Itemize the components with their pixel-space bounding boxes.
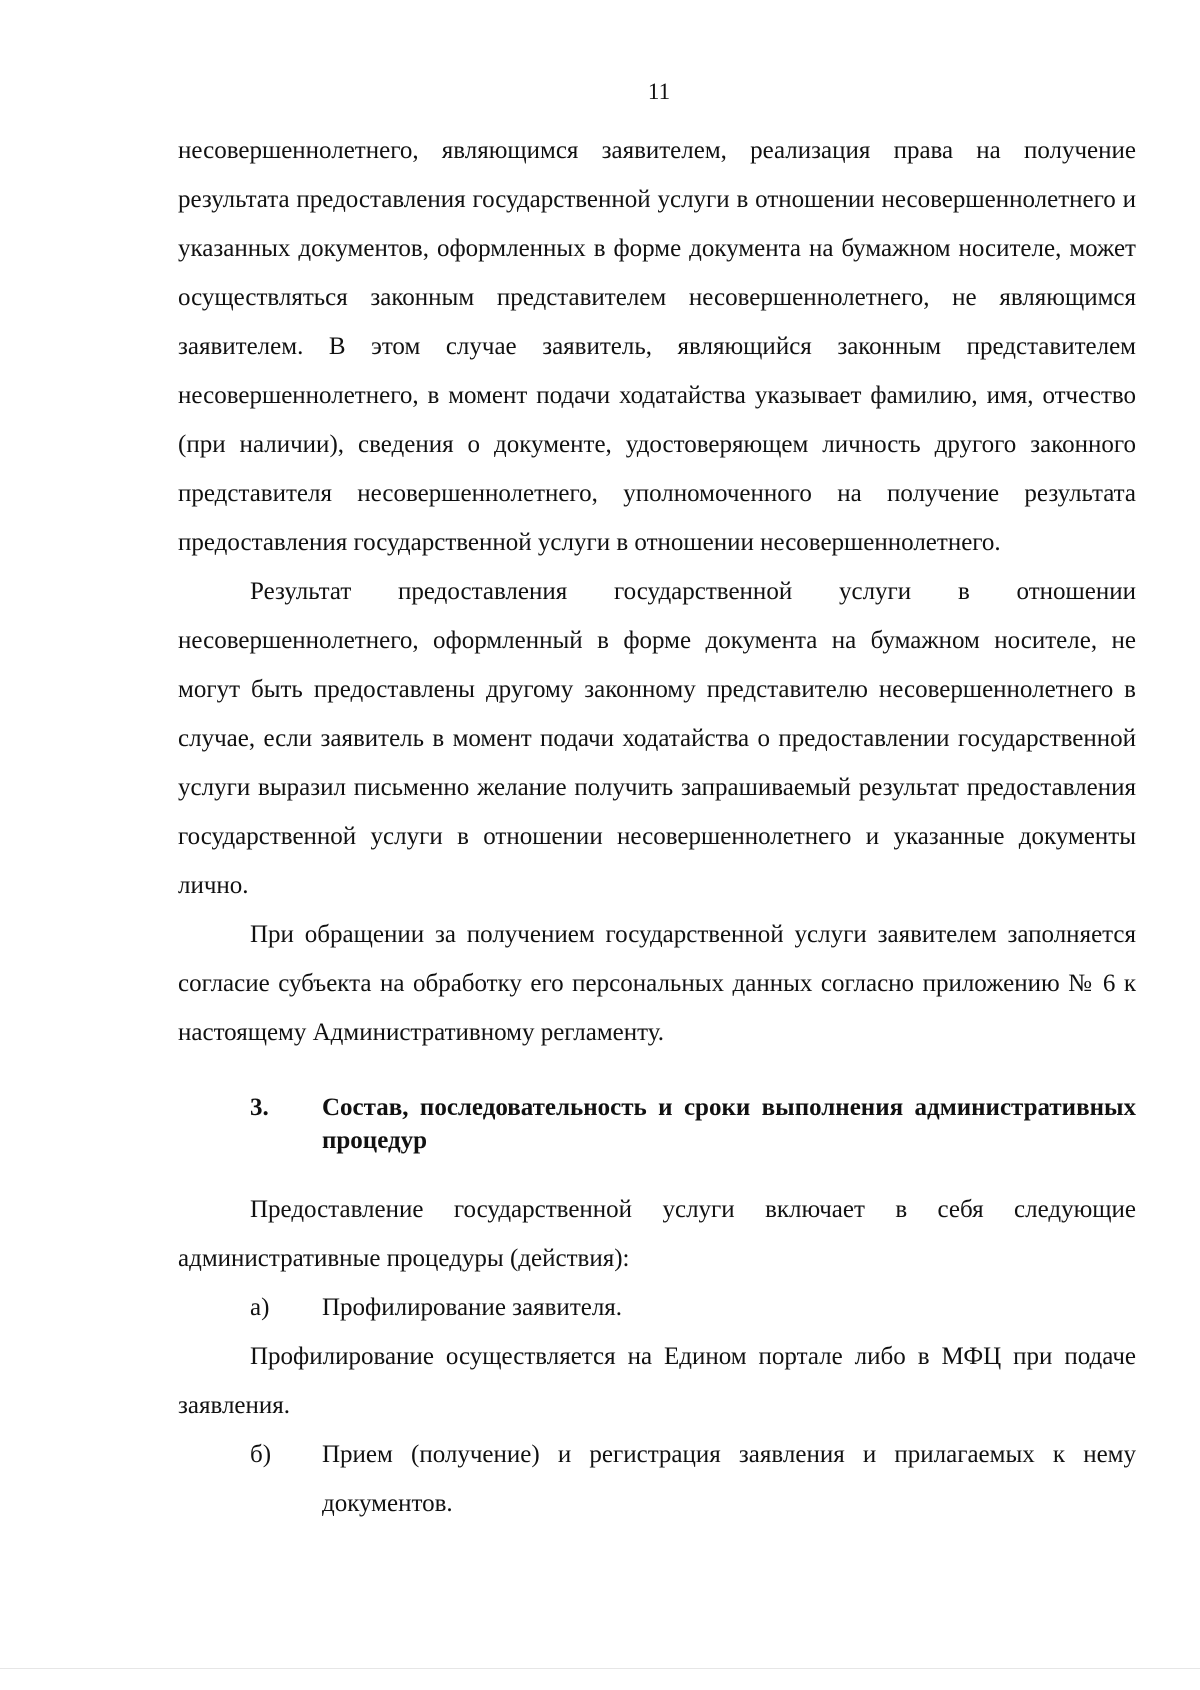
- paragraph-profiling: Профилирование осуществляется на Едином портале либо в МФЦ при подаче заявления.: [178, 1343, 1136, 1419]
- scan-edge-line: [0, 1668, 1200, 1669]
- page-number: 11: [647, 79, 671, 104]
- document-body: [178, 126, 1136, 1528]
- list-item-a: [178, 1283, 1136, 1332]
- section-heading: [178, 1091, 1136, 1157]
- section-number: 3.: [250, 1094, 269, 1121]
- list-text-b: Прием (получение) и регистрация заявления и прилагаемых к нему документов.: [322, 1441, 1136, 1517]
- list-item-b: [178, 1430, 1136, 1528]
- list-marker-b: б): [250, 1441, 272, 1468]
- list-text-a: Профилирование заявителя.: [322, 1294, 623, 1321]
- paragraph-result-minor: Результат предоставления государственной услуги в отношении несовершеннолетнего, оформленный в форме документа на бумажном носителе, не могут быть предоставлены другому законному представителю несовершеннолетнего в случае, если заявитель в момент подачи ходатайства о предоставлении государственной услуги выразил письменно желание получить запрашиваемый результат предоставления государственной услуги в отношении несовершеннолетнего и указанные документы лично.: [178, 578, 1136, 899]
- paragraph-consent: При обращении за получением государственной услуги заявителем заполняется согласие субъекта на обработку его персональных данных согласно приложению № 6 к настоящему Административному регламенту.: [178, 921, 1136, 1046]
- section-title: Состав, последовательность и сроки выполнения административных процедур: [322, 1094, 1136, 1154]
- list-marker-a: а): [250, 1294, 270, 1321]
- paragraph-procedures-intro: Предоставление государственной услуги включает в себя следующие административные процедуры (действия):: [178, 1196, 1136, 1272]
- paragraph-continuation: несовершеннолетнего, являющимся заявителем, реализация права на получение результата предоставления государственной услуги в отношении несовершеннолетнего и указанных документов, оформленных в форме документа на бумажном носителе, может осуществляться законным представителем несовершеннолетнего, не являющимся заявителем. В этом случае заявитель, являющийся законным представителем несовершеннолетнего, в момент подачи ходатайства указывает фамилию, имя, отчество (при наличии), сведения о документе, удостоверяющем личность другого законного представителя несовершеннолетнего, уполномоченного на получение результата предоставления государственной услуги в отношении несовершеннолетнего.: [178, 137, 1136, 556]
